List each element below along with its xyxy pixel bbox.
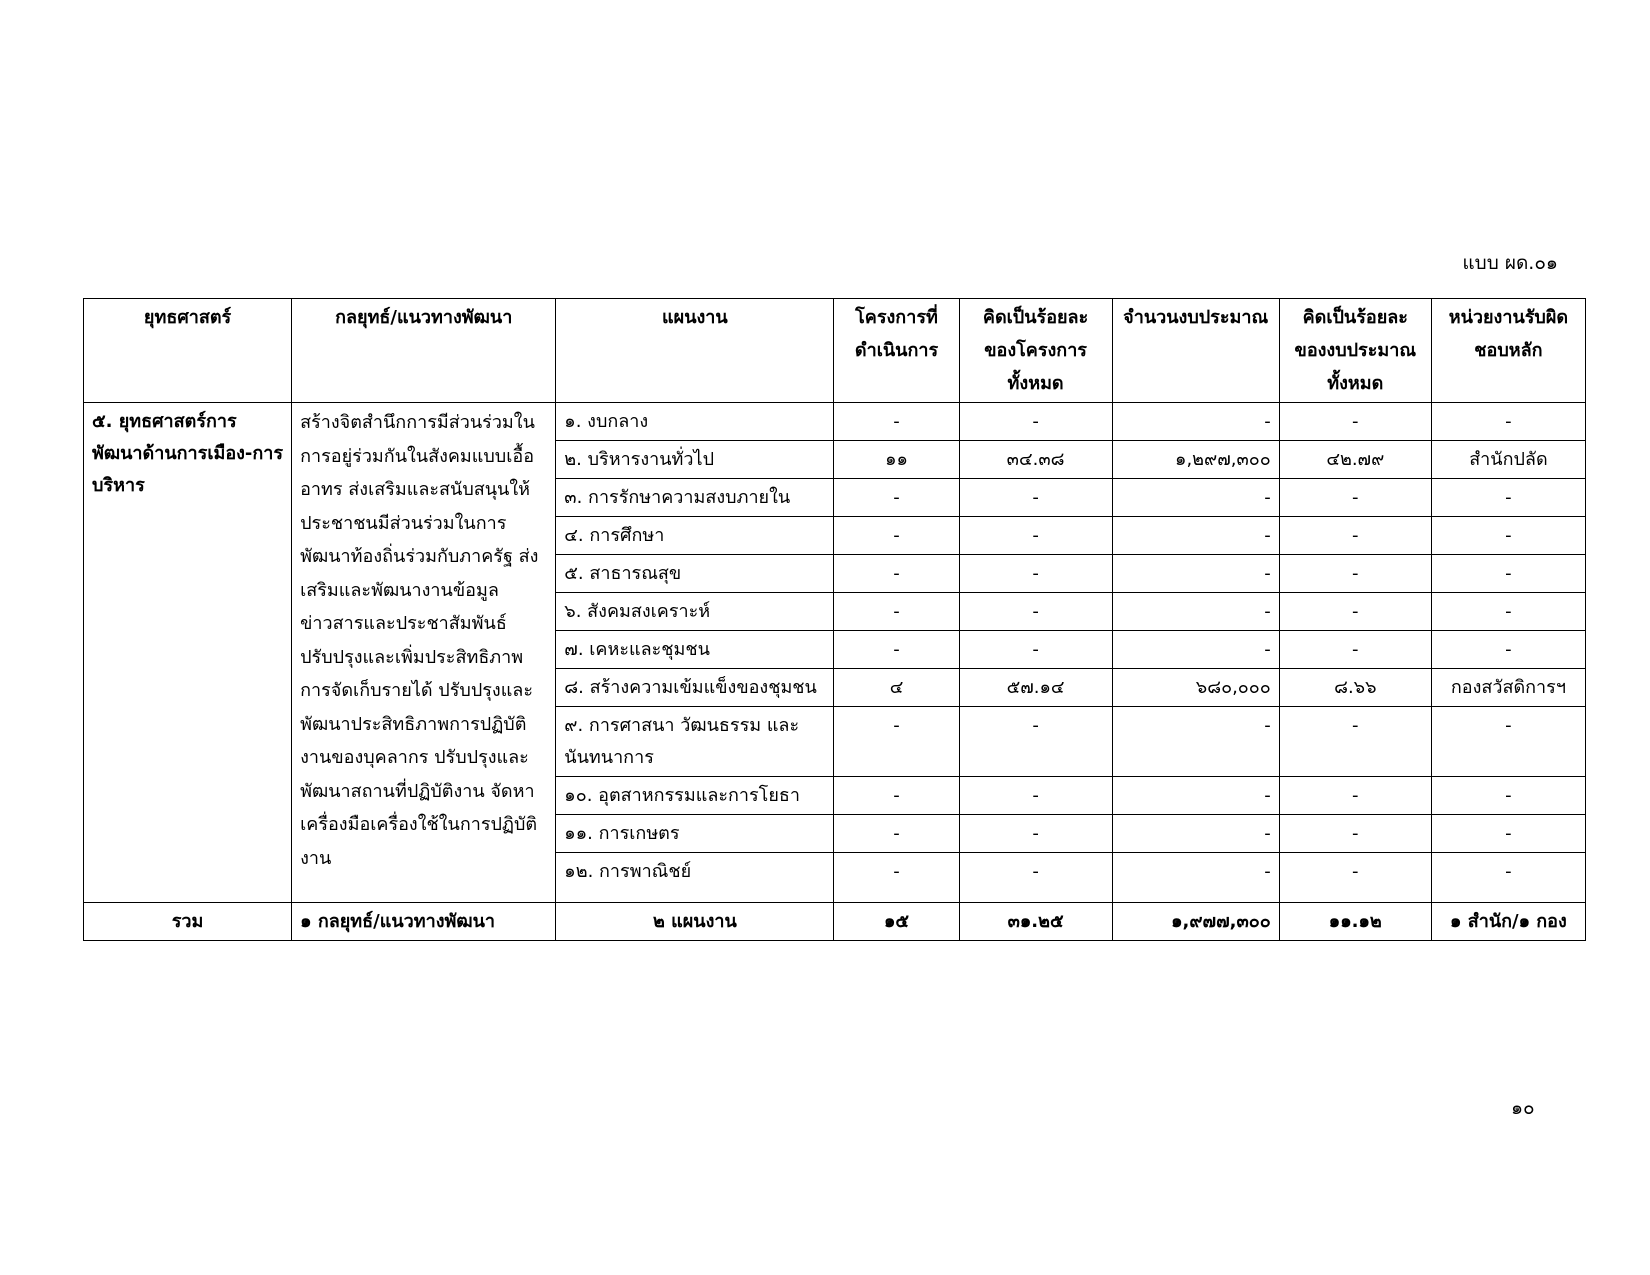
projects-cell: ๔ (834, 669, 959, 707)
agency-cell: - (1431, 707, 1585, 777)
budget-cell: - (1112, 853, 1279, 903)
agency-cell: - (1431, 815, 1585, 853)
header-projects: โครงการที่ดำเนินการ (834, 299, 959, 403)
header-budget: จำนวนงบประมาณ (1112, 299, 1279, 403)
projects-cell: ๑๑ (834, 441, 959, 479)
project-percent-cell: - (959, 631, 1112, 669)
form-code: แบบ ผด.๐๑ (1462, 252, 1558, 274)
agency-cell: - (1431, 853, 1585, 903)
agency-cell: - (1431, 777, 1585, 815)
budget-percent-cell: - (1279, 593, 1431, 631)
budget-percent-cell: - (1279, 517, 1431, 555)
project-percent-cell: - (959, 517, 1112, 555)
plan-cell: ๖. สังคมสงเคราะห์ (556, 593, 834, 631)
projects-cell: - (834, 555, 959, 593)
projects-cell: - (834, 517, 959, 555)
budget-cell: ๑,๒๙๗,๓๐๐ (1112, 441, 1279, 479)
agency-cell: - (1431, 403, 1585, 441)
total-label: รวม (84, 903, 292, 941)
header-approach: กลยุทธ์/แนวทางพัฒนา (292, 299, 556, 403)
total-approach: ๑ กลยุทธ์/แนวทางพัฒนา (292, 903, 556, 941)
header-plan: แผนงาน (556, 299, 834, 403)
budget-cell: - (1112, 593, 1279, 631)
header-budget-percent: คิดเป็นร้อยละของงบประมาณทั้งหมด (1279, 299, 1431, 403)
budget-cell: - (1112, 403, 1279, 441)
budget-percent-cell: - (1279, 777, 1431, 815)
total-agency: ๑ สำนัก/๑ กอง (1431, 903, 1585, 941)
header-strategy: ยุทธศาสตร์ (84, 299, 292, 403)
project-percent-cell: ๓๔.๓๘ (959, 441, 1112, 479)
strategy-cell: ๕. ยุทธศาสตร์การพัฒนาด้านการเมือง-การบริหาร (84, 403, 292, 903)
agency-cell: สำนักปลัด (1431, 441, 1585, 479)
budget-percent-cell: ๔๒.๗๙ (1279, 441, 1431, 479)
plan-cell: ๑๒. การพาณิชย์ (556, 853, 834, 903)
header-project-percent: คิดเป็นร้อยละของโครงการทั้งหมด (959, 299, 1112, 403)
projects-cell: - (834, 707, 959, 777)
project-percent-cell: - (959, 593, 1112, 631)
budget-percent-cell: - (1279, 815, 1431, 853)
total-projects: ๑๕ (834, 903, 959, 941)
projects-cell: - (834, 815, 959, 853)
agency-cell: - (1431, 517, 1585, 555)
total-budget-percent: ๑๑.๑๒ (1279, 903, 1431, 941)
plan-cell: ๒. บริหารงานทั่วไป (556, 441, 834, 479)
budget-percent-cell: ๘.๖๖ (1279, 669, 1431, 707)
project-percent-cell: - (959, 853, 1112, 903)
budget-percent-cell: - (1279, 853, 1431, 903)
plan-cell: ๘. สร้างความเข้มแข็งของชุมชน (556, 669, 834, 707)
projects-cell: - (834, 777, 959, 815)
plan-cell: ๑๑. การเกษตร (556, 815, 834, 853)
projects-cell: - (834, 631, 959, 669)
project-percent-cell: - (959, 815, 1112, 853)
plan-cell: ๕. สาธารณสุข (556, 555, 834, 593)
projects-cell: - (834, 593, 959, 631)
budget-percent-cell: - (1279, 403, 1431, 441)
plan-cell: ๓. การรักษาความสงบภายใน (556, 479, 834, 517)
total-row (84, 903, 1586, 941)
project-percent-cell: - (959, 777, 1112, 815)
project-percent-cell: - (959, 479, 1112, 517)
budget-cell: - (1112, 777, 1279, 815)
agency-cell: - (1431, 631, 1585, 669)
plan-cell: ๑๐. อุตสาหกรรมและการโยธา (556, 777, 834, 815)
plan-cell: ๙. การศาสนา วัฒนธรรม และนันทนาการ (556, 707, 834, 777)
projects-cell: - (834, 853, 959, 903)
total-budget: ๑,๙๗๗,๓๐๐ (1112, 903, 1279, 941)
projects-cell: - (834, 403, 959, 441)
budget-percent-cell: - (1279, 479, 1431, 517)
header-agency: หน่วยงานรับผิดชอบหลัก (1431, 299, 1585, 403)
development-plan-table (83, 298, 1586, 941)
project-percent-cell: - (959, 707, 1112, 777)
agency-cell: - (1431, 479, 1585, 517)
budget-percent-cell: - (1279, 707, 1431, 777)
budget-cell: - (1112, 631, 1279, 669)
plan-cell: ๔. การศึกษา (556, 517, 834, 555)
total-plan: ๒ แผนงาน (556, 903, 834, 941)
agency-cell: - (1431, 555, 1585, 593)
budget-cell: - (1112, 517, 1279, 555)
budget-cell: - (1112, 555, 1279, 593)
budget-percent-cell: - (1279, 631, 1431, 669)
budget-cell: - (1112, 479, 1279, 517)
budget-percent-cell: - (1279, 555, 1431, 593)
budget-cell: - (1112, 815, 1279, 853)
plan-cell: ๑. งบกลาง (556, 403, 834, 441)
agency-cell: - (1431, 593, 1585, 631)
projects-cell: - (834, 479, 959, 517)
budget-cell: ๖๘๐,๐๐๐ (1112, 669, 1279, 707)
project-percent-cell: - (959, 555, 1112, 593)
budget-cell: - (1112, 707, 1279, 777)
page-number: ๑๐ (1511, 1097, 1535, 1119)
header-row (84, 299, 1586, 403)
plan-cell: ๗. เคหะและชุมชน (556, 631, 834, 669)
total-project-percent: ๓๑.๒๕ (959, 903, 1112, 941)
table-row (84, 403, 1586, 441)
agency-cell: กองสวัสดิการฯ (1431, 669, 1585, 707)
project-percent-cell: ๕๗.๑๔ (959, 669, 1112, 707)
approach-cell: สร้างจิตสำนึกการมีส่วนร่วมในการอยู่ร่วมกันในสังคมแบบเอื้ออาทร ส่งเสริมและสนับสนุนให้ประชาชนมีส่วนร่วมในการพัฒนาท้องถิ่นร่วมกับภาครัฐ ส่งเสริมและพัฒนางานข้อมูลข่าวสารและประชาสัมพันธ์ ปรับปรุงและเพิ่มประสิทธิภาพการจัดเก็บรายได้ ปรับปรุงและพัฒนาประสิทธิภาพการปฏิบัติงานของบุคลากร ปรับปรุงและพัฒนาสถานที่ปฏิบัติงาน จัดหาเครื่องมือเครื่องใช้ในการปฏิบัติงาน (292, 403, 556, 903)
project-percent-cell: - (959, 403, 1112, 441)
